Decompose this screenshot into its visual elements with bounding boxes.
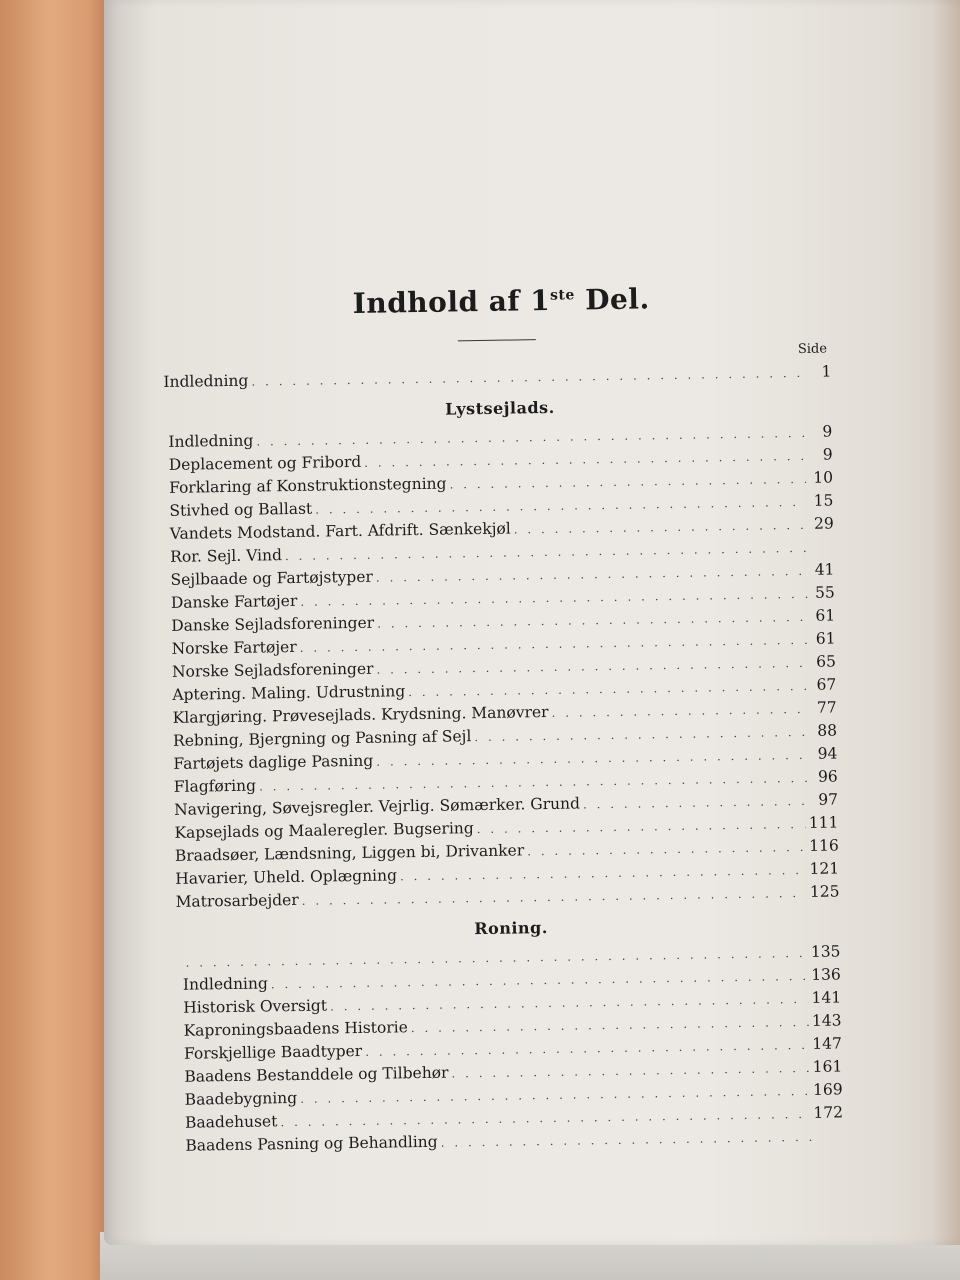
leader-dots: [514, 514, 807, 541]
toc-entry-label: Deplacement og Fribord: [168, 452, 362, 474]
leader-dots: [583, 790, 811, 816]
book-cover-edge: [0, 0, 112, 1280]
toc-entry-page: 67: [816, 675, 837, 694]
toc-entry-page: 172: [813, 1103, 844, 1122]
title-divider: [458, 339, 536, 341]
toc-entry-page: 147: [812, 1034, 843, 1053]
section-heading: Lystsejlads.: [444, 397, 555, 419]
toc-entry-label: Sejlbaade og Fartøjstyper: [170, 567, 373, 589]
toc-entry-label: Norske Sejladsforeninger: [171, 659, 374, 681]
toc-entry-label: Baadens Pasning og Behandling: [185, 1132, 438, 1155]
toc-entry-page: 111: [808, 813, 839, 832]
toc-entry-page: 169: [812, 1080, 843, 1099]
toc-entry-page: 136: [811, 965, 841, 984]
toc-entry-label: Vandets Modstand. Fart. Afdrift. Sænkekjøl: [169, 519, 511, 543]
toc-entry-page: 96: [817, 767, 838, 786]
toc-entry-page: 61: [815, 629, 836, 648]
leader-dots: [251, 362, 804, 393]
toc-entry-page: 9: [822, 445, 833, 464]
toc-entry-label: Aptering. Maling. Udrustning: [172, 682, 406, 704]
toc-entry-label: Baadebygning: [184, 1088, 298, 1109]
toc-entry-page: 88: [817, 721, 838, 740]
toc-entry-page: 161: [812, 1057, 843, 1076]
title-suffix: Del.: [574, 282, 650, 317]
toc-entry-page: 135: [810, 942, 841, 961]
page-shading: [932, 0, 960, 1245]
title-main: Indhold af 1: [352, 283, 551, 321]
toc-entry-page: 1: [821, 362, 832, 381]
section-heading: Roning.: [474, 918, 548, 939]
toc-entry-page: 77: [816, 698, 837, 717]
toc-entry-label: Braadsøer, Lændsning, Liggen bi, Drivanker: [174, 841, 525, 865]
page-title: [162, 280, 830, 323]
toc-entry-label: Havarier, Uheld. Oplægning: [175, 866, 398, 888]
title-superscript: ste: [549, 287, 575, 304]
toc-entry-page: 10: [813, 468, 834, 487]
toc-entry-page: 65: [816, 652, 837, 671]
toc-entry-page: 121: [809, 859, 840, 878]
toc-entry-label: Historisk Oversigt: [183, 996, 328, 1017]
toc-entry-page: 9: [822, 422, 833, 441]
toc-entry-page: 41: [814, 560, 835, 579]
toc-entry-page: 29: [813, 514, 834, 533]
toc-entry-page: 125: [809, 882, 840, 901]
toc-entry-label: Indledning: [163, 371, 249, 391]
toc-entry-label: Baadens Bestanddele og Tilbehør: [184, 1063, 449, 1086]
toc-entry-label: Norske Fartøjer: [171, 637, 297, 658]
toc-entry-page: 97: [818, 790, 839, 809]
toc-entry-page: 15: [813, 491, 834, 510]
toc-entry-label: Indledning: [182, 974, 268, 994]
toc-entry-label: Matrosarbejder: [175, 890, 299, 911]
toc-entry-label: Navigering, Søvejsregler. Vejrlig. Sømærker. Grund: [174, 794, 581, 819]
section-roning: [182, 913, 844, 1157]
toc-entry-label: Kaproningsbaadens Historie: [183, 1018, 408, 1040]
toc-entry-label: Forskjellige Baadtyper: [183, 1041, 363, 1063]
side-column-label: Side: [797, 341, 828, 358]
leader-dots: [440, 1126, 816, 1154]
toc-entry-label: Danske Sejladsforeninger: [171, 613, 375, 635]
toc-entry-label: Indledning: [168, 431, 254, 451]
leader-dots: [551, 698, 809, 724]
toc-entry-label: Ror. Sejl. Vind: [170, 546, 283, 566]
toc-entry-label: Stivhed og Ballast: [169, 499, 313, 520]
toc-entry-page: 61: [815, 606, 836, 625]
toc-entry-page: 116: [809, 836, 839, 855]
toc-entry-label: Forklaring af Konstruktionstegning: [168, 474, 447, 497]
book-page: [104, 0, 960, 1245]
leader-dots: [527, 836, 806, 862]
toc-entry-label: Rebning, Bjergning og Pasning af Sejl: [172, 727, 472, 750]
toc-entry-label: Danske Fartøjer: [170, 591, 298, 612]
table-of-contents: [162, 280, 844, 1158]
toc-entry-intro: [163, 360, 831, 393]
section-entries: [168, 420, 840, 913]
toc-entry-page: 143: [811, 1011, 842, 1030]
toc-entry-label: Klargjøring. Prøvesejlads. Krydsning. Manøvrer: [172, 702, 549, 727]
toc-entry-page: 55: [814, 583, 835, 602]
section-lystsejlads: [168, 393, 840, 913]
toc-entry-label: Baadehuset: [184, 1112, 278, 1132]
toc-entry-label: Flagføring: [173, 776, 257, 796]
toc-entry-label: Kapsejlads og Maaleregler. Bugsering: [174, 819, 474, 842]
toc-entry-page: 94: [817, 744, 838, 763]
toc-entry-label: Fartøjets daglige Pasning: [173, 751, 374, 773]
toc-entry-page: 141: [811, 988, 842, 1007]
section-entries: [182, 940, 843, 1157]
